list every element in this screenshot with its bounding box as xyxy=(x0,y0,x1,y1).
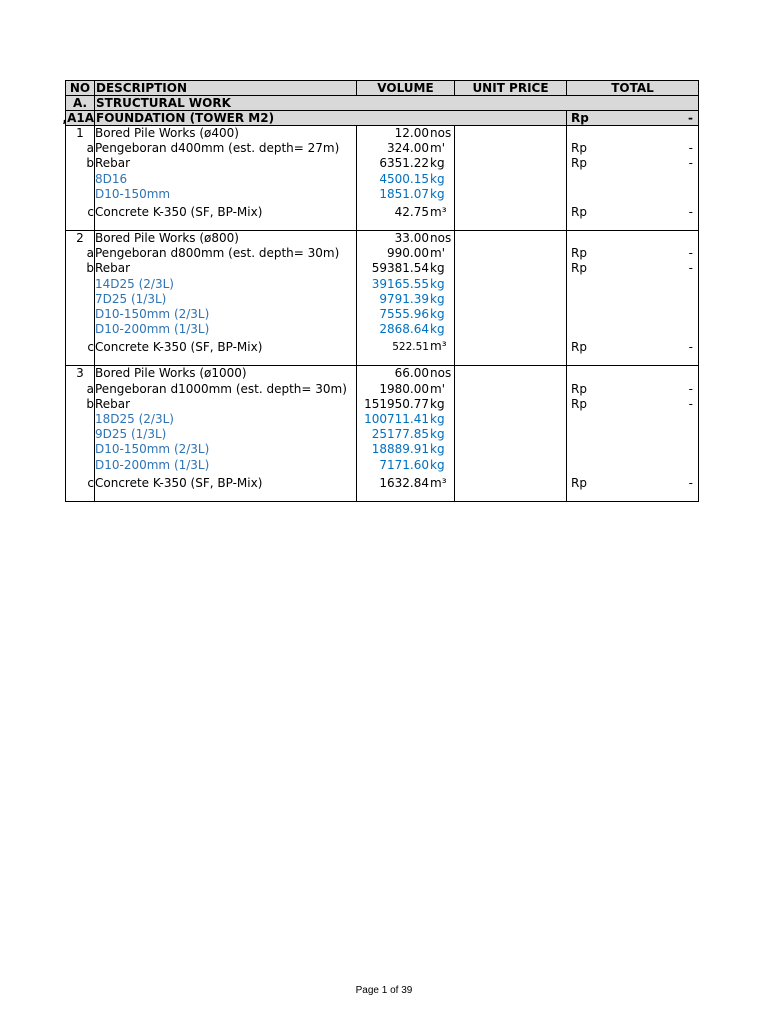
subitem-letter xyxy=(66,458,95,473)
amount-value: - xyxy=(688,141,693,156)
quantity-value: 100711.41 xyxy=(364,412,429,427)
quantity-value: 522.51 xyxy=(392,341,429,354)
subsection-total xyxy=(567,111,699,126)
quantity-value: 324.00 xyxy=(387,141,429,156)
unit-label: nos xyxy=(430,366,452,381)
subitem-row-c xyxy=(66,337,699,355)
unit-label: kg xyxy=(430,307,445,322)
item-volume xyxy=(357,231,455,247)
spacer-cell xyxy=(66,220,95,231)
amount-value: - xyxy=(688,396,693,411)
total-cell xyxy=(567,172,699,187)
table-header-row xyxy=(66,81,699,96)
rebar-detail-row xyxy=(66,458,699,473)
subitem-letter: c xyxy=(66,473,95,491)
quantity-value: 6351.22 xyxy=(379,156,429,171)
rebar-volume xyxy=(357,322,455,337)
rebar-volume xyxy=(357,277,455,292)
spacer-cell xyxy=(66,491,95,502)
unit-price-cell xyxy=(455,473,567,491)
group-title-row xyxy=(66,231,699,247)
quantity-value: 7171.60 xyxy=(379,457,429,472)
amount-value: - xyxy=(688,261,693,276)
total-cell xyxy=(567,261,699,276)
spacer-cell xyxy=(95,220,357,231)
quantity-value: 1632.84 xyxy=(379,475,429,490)
spacer-cell xyxy=(357,220,455,231)
header-description: DESCRIPTION xyxy=(95,81,357,96)
rebar-volume xyxy=(357,412,455,427)
unit-price-cell xyxy=(455,156,567,171)
total-cell xyxy=(567,187,699,202)
subitem-letter: a xyxy=(66,141,95,156)
currency-label: Rp xyxy=(571,204,587,219)
unit-price-cell xyxy=(455,307,567,322)
rebar-description: 9D25 (1/3L) xyxy=(95,427,357,442)
unit-label: m³ xyxy=(430,475,447,490)
total-cell xyxy=(567,292,699,307)
unit-label: m' xyxy=(430,141,445,156)
header-total: TOTAL xyxy=(567,81,699,96)
total-cell xyxy=(567,442,699,457)
unit-price-cell xyxy=(455,292,567,307)
total-cell xyxy=(567,202,699,220)
section-title: STRUCTURAL WORK xyxy=(95,96,699,111)
subitem-letter xyxy=(66,442,95,457)
unit-label: m³ xyxy=(430,339,447,354)
total-cell xyxy=(567,141,699,156)
unit-label: kg xyxy=(430,427,445,442)
rebar-description: 18D25 (2/3L) xyxy=(95,412,357,427)
quantity-value: 12.00 xyxy=(394,126,429,140)
page-number: Page 1 of 39 xyxy=(355,985,413,996)
total-cell xyxy=(567,337,699,355)
quantity-value: 66.00 xyxy=(394,366,429,381)
quantity-value: 25177.85 xyxy=(371,427,429,442)
unit-price-cell xyxy=(455,202,567,220)
item-number: 1 xyxy=(66,126,95,142)
header-unit-price: UNIT PRICE xyxy=(455,81,567,96)
total-cell xyxy=(567,307,699,322)
currency-label: Rp xyxy=(571,111,589,125)
section-row-foundation xyxy=(66,111,699,126)
subitem-letter: b xyxy=(66,397,95,412)
unit-price-cell xyxy=(455,126,567,142)
amount-value: - xyxy=(688,204,693,219)
unit-price-cell xyxy=(455,427,567,442)
rebar-description: D10-150mm xyxy=(95,187,357,202)
subitem-description: Concrete K-350 (SF, BP-Mix) xyxy=(95,337,357,355)
quantity-value: 42.75 xyxy=(394,204,429,219)
unit-label: kg xyxy=(430,412,445,427)
total-cell xyxy=(567,458,699,473)
rebar-volume xyxy=(357,442,455,457)
total-cell xyxy=(567,246,699,261)
subitem-volume xyxy=(357,261,455,276)
subitem-letter: b xyxy=(66,261,95,276)
total-cell xyxy=(567,382,699,397)
subitem-volume xyxy=(357,473,455,491)
group-spacer-row xyxy=(66,491,699,502)
unit-label: kg xyxy=(430,291,445,306)
quantity-value: 990.00 xyxy=(387,246,429,261)
rebar-detail-row xyxy=(66,307,699,322)
group-title-row xyxy=(66,366,699,382)
subitem-letter: a xyxy=(66,382,95,397)
subitem-letter xyxy=(66,322,95,337)
amount-value: - xyxy=(688,156,693,171)
unit-label: kg xyxy=(430,156,445,171)
subitem-row-a xyxy=(66,141,699,156)
total-cell xyxy=(567,231,699,247)
currency-label: Rp xyxy=(571,475,587,490)
subitem-row-b xyxy=(66,261,699,276)
subitem-letter xyxy=(66,427,95,442)
total-cell xyxy=(567,397,699,412)
quantity-value: 1851.07 xyxy=(379,186,429,201)
unit-price-cell xyxy=(455,246,567,261)
section-row-structural-work xyxy=(66,96,699,111)
rebar-volume xyxy=(357,307,455,322)
unit-label: kg xyxy=(430,396,445,411)
rebar-description: 8D16 xyxy=(95,172,357,187)
unit-label: kg xyxy=(430,171,445,186)
unit-price-cell xyxy=(455,382,567,397)
quantity-value: 39165.55 xyxy=(371,276,429,291)
currency-label: Rp xyxy=(571,381,587,396)
rebar-detail-row xyxy=(66,292,699,307)
amount-value: - xyxy=(688,111,693,125)
unit-label: kg xyxy=(430,322,445,337)
subitem-letter xyxy=(66,187,95,202)
quantity-value: 7555.96 xyxy=(379,307,429,322)
unit-price-cell xyxy=(455,231,567,247)
quantity-value: 59381.54 xyxy=(371,261,429,276)
subitem-description: Pengeboran d1000mm (est. depth= 30m) xyxy=(95,382,357,397)
item-description: Bored Pile Works (ø1000) xyxy=(95,366,357,382)
group-spacer-row xyxy=(66,355,699,366)
rebar-description: 14D25 (2/3L) xyxy=(95,277,357,292)
unit-label: kg xyxy=(430,186,445,201)
unit-label: m' xyxy=(430,381,445,396)
rebar-detail-row xyxy=(66,442,699,457)
total-cell xyxy=(567,366,699,382)
rebar-detail-row xyxy=(66,172,699,187)
item-number: 3 xyxy=(66,366,95,382)
rebar-volume xyxy=(357,187,455,202)
subitem-description: Rebar xyxy=(95,397,357,412)
spacer-cell xyxy=(455,220,567,231)
amount-value: - xyxy=(688,381,693,396)
rebar-detail-row xyxy=(66,412,699,427)
item-description: Bored Pile Works (ø400) xyxy=(95,126,357,142)
unit-label: kg xyxy=(430,276,445,291)
subitem-volume xyxy=(357,156,455,171)
subitem-letter xyxy=(66,172,95,187)
unit-price-cell xyxy=(455,458,567,473)
unit-label: kg xyxy=(430,261,445,276)
amount-value: - xyxy=(688,340,693,355)
subitem-letter: c xyxy=(66,337,95,355)
rebar-volume xyxy=(357,172,455,187)
subitem-letter: c xyxy=(66,202,95,220)
total-cell xyxy=(567,322,699,337)
rebar-detail-row xyxy=(66,322,699,337)
currency-label: Rp xyxy=(571,156,587,171)
spacer-cell xyxy=(455,355,567,366)
spacer-cell xyxy=(66,355,95,366)
unit-price-cell xyxy=(455,141,567,156)
subitem-letter xyxy=(66,292,95,307)
quantity-value: 4500.15 xyxy=(379,171,429,186)
quantity-value: 18889.91 xyxy=(371,442,429,457)
subitem-description: Concrete K-350 (SF, BP-Mix) xyxy=(95,473,357,491)
bill-of-quantities-table xyxy=(62,80,699,502)
total-cell xyxy=(567,473,699,491)
unit-price-cell xyxy=(455,412,567,427)
unit-label: kg xyxy=(430,442,445,457)
header-no: NO xyxy=(66,81,95,96)
group-title-row xyxy=(66,126,699,142)
subitem-description: Rebar xyxy=(95,156,357,171)
unit-price-cell xyxy=(455,337,567,355)
section-number: A. xyxy=(66,96,95,111)
unit-price-cell xyxy=(455,322,567,337)
subitem-letter xyxy=(66,412,95,427)
spacer-cell xyxy=(567,355,699,366)
unit-price-cell xyxy=(455,172,567,187)
subitem-row-c xyxy=(66,202,699,220)
rebar-description: D10-200mm (1/3L) xyxy=(95,458,357,473)
currency-label: Rp xyxy=(571,340,587,355)
subitem-description: Rebar xyxy=(95,261,357,276)
subitem-letter: b xyxy=(66,156,95,171)
item-volume xyxy=(357,366,455,382)
subitem-row-b xyxy=(66,156,699,171)
rebar-description: D10-200mm (1/3L) xyxy=(95,322,357,337)
subitem-row-a xyxy=(66,382,699,397)
quantity-value: 151950.77 xyxy=(364,396,429,411)
subitem-volume xyxy=(357,141,455,156)
unit-price-cell xyxy=(455,277,567,292)
unit-price-cell xyxy=(455,397,567,412)
item-description: Bored Pile Works (ø800) xyxy=(95,231,357,247)
rebar-detail-row xyxy=(66,277,699,292)
rebar-volume xyxy=(357,292,455,307)
amount-value: - xyxy=(688,246,693,261)
item-volume xyxy=(357,126,455,142)
quantity-value: 2868.64 xyxy=(379,322,429,337)
item-number: 2 xyxy=(66,231,95,247)
rebar-description: D10-150mm (2/3L) xyxy=(95,442,357,457)
unit-label: m³ xyxy=(430,204,447,219)
subsection-title: FOUNDATION (TOWER M2) xyxy=(95,111,567,126)
subitem-row-b xyxy=(66,397,699,412)
subitem-letter xyxy=(66,277,95,292)
currency-label: Rp xyxy=(571,246,587,261)
currency-label: Rp xyxy=(571,141,587,156)
subitem-volume xyxy=(357,337,455,355)
total-cell xyxy=(567,277,699,292)
subitem-volume xyxy=(357,202,455,220)
unit-price-cell xyxy=(455,366,567,382)
spacer-cell xyxy=(95,355,357,366)
rebar-description: 7D25 (1/3L) xyxy=(95,292,357,307)
subitem-letter: a xyxy=(66,246,95,261)
unit-label: m' xyxy=(430,246,445,261)
subitem-letter xyxy=(66,307,95,322)
currency-label: Rp xyxy=(571,396,587,411)
spacer-cell xyxy=(357,355,455,366)
total-cell xyxy=(567,126,699,142)
subitem-row-a xyxy=(66,246,699,261)
subitem-row-c xyxy=(66,473,699,491)
subsection-number: A1A, xyxy=(62,111,94,125)
unit-price-cell xyxy=(455,261,567,276)
unit-label: kg xyxy=(430,457,445,472)
rebar-detail-row xyxy=(66,187,699,202)
unit-label: nos xyxy=(430,126,452,140)
unit-price-cell xyxy=(455,442,567,457)
subitem-volume xyxy=(357,246,455,261)
spacer-cell xyxy=(567,220,699,231)
quantity-value: 9791.39 xyxy=(379,291,429,306)
subitem-description: Concrete K-350 (SF, BP-Mix) xyxy=(95,202,357,220)
rebar-detail-row xyxy=(66,427,699,442)
spacer-cell xyxy=(357,491,455,502)
header-volume: VOLUME xyxy=(357,81,455,96)
rebar-volume xyxy=(357,458,455,473)
subitem-volume xyxy=(357,397,455,412)
rebar-description: D10-150mm (2/3L) xyxy=(95,307,357,322)
subitem-description: Pengeboran d400mm (est. depth= 27m) xyxy=(95,141,357,156)
subitem-volume xyxy=(357,382,455,397)
subitem-description: Pengeboran d800mm (est. depth= 30m) xyxy=(95,246,357,261)
total-cell xyxy=(567,412,699,427)
group-spacer-row xyxy=(66,220,699,231)
unit-price-cell xyxy=(455,187,567,202)
spacer-cell xyxy=(567,491,699,502)
spacer-cell xyxy=(455,491,567,502)
rebar-volume xyxy=(357,427,455,442)
quantity-value: 1980.00 xyxy=(379,381,429,396)
quantity-value: 33.00 xyxy=(394,231,429,246)
spacer-cell xyxy=(95,491,357,502)
total-cell xyxy=(567,156,699,171)
total-cell xyxy=(567,427,699,442)
unit-label: nos xyxy=(430,231,452,246)
currency-label: Rp xyxy=(571,261,587,276)
amount-value: - xyxy=(688,475,693,490)
